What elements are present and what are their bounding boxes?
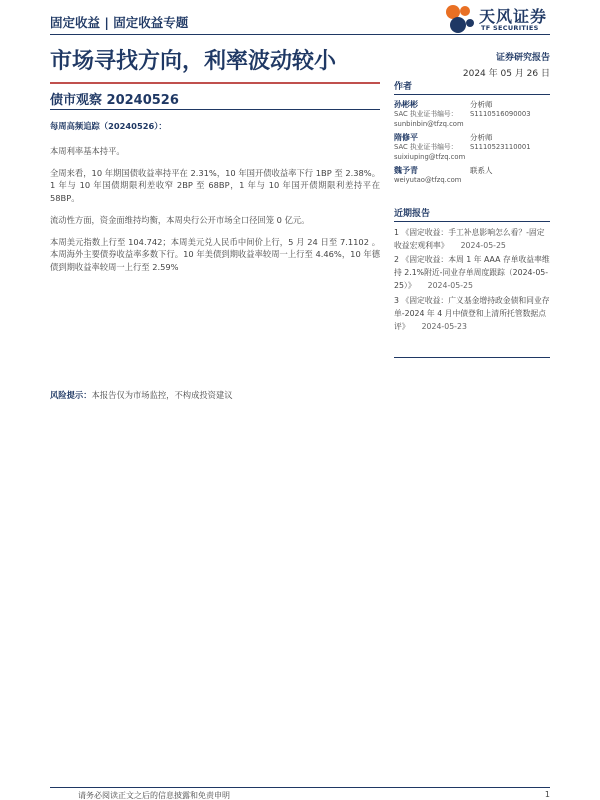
- sidebar-divider: [394, 357, 550, 358]
- analyst-email[interactable]: suixiuping@tfzq.com: [394, 152, 466, 161]
- recent-report-title: 3 《固定收益：广义基金增持政金债和同业存单-2024 年 4 月中债登和上清所托管数据点评》: [394, 295, 550, 331]
- report-subtitle: 债市观察 20240526: [50, 93, 179, 108]
- analyst-name: 魏予青: [394, 166, 418, 175]
- recent-report-title: 2 《固定收益：本周 1 年 AAA 存单收益率维持 2.1%附近-同业存单周度跟踪（2024-05-25）》: [394, 254, 550, 291]
- analyst-card: [394, 132, 550, 162]
- analyst-email[interactable]: weiyutao@tfzq.com: [394, 176, 462, 184]
- risk-text: 本报告仅为市场监控，不构成投资建议: [91, 390, 233, 400]
- risk-warning: [50, 389, 233, 401]
- recent-report-date: 2024-05-23: [421, 321, 467, 331]
- analyst-name: 隋修平: [394, 133, 418, 142]
- recent-report-item[interactable]: [394, 226, 550, 252]
- analyst-title: 联系人: [470, 166, 493, 175]
- page-number: 1: [544, 790, 550, 799]
- analyst-title: 分析师: [470, 100, 493, 109]
- header-divider: [50, 34, 550, 35]
- recent-reports: [394, 206, 550, 334]
- brand-logo: [443, 3, 553, 37]
- logo-text-cn: 天风证券: [479, 7, 548, 26]
- analyst-card: [394, 165, 550, 186]
- recent-report-date: 2024-05-25: [427, 281, 473, 291]
- sidebar: [394, 79, 550, 334]
- risk-label: 风险提示：: [50, 390, 92, 400]
- paragraph: 本周利率基本持平。: [50, 145, 125, 156]
- cert-label: SAC 执业证书编号：: [394, 110, 458, 118]
- recent-report-item[interactable]: [394, 294, 550, 334]
- cert-number: S1110516090003: [470, 110, 531, 118]
- report-type: 证券研究报告: [495, 53, 550, 63]
- authors-heading: 作者: [394, 79, 550, 95]
- analyst-email[interactable]: sunbinbin@tfzq.com: [394, 119, 464, 128]
- analyst-card: [394, 99, 550, 129]
- analyst-name: 孙彬彬: [394, 100, 418, 109]
- recent-reports-heading: 近期报告: [394, 206, 550, 222]
- report-title: 市场寻找方向，利率波动较小: [50, 49, 337, 74]
- paragraph: 全周来看，10 年期国债收益率持平在 2.31%，10 年国开债收益率下行 1BP 至 2.38%。1 年与 10 年国债期限利差收窄 2BP 至 68BP，1 年与 10 年国开债期限利差持平在 58BP。: [50, 167, 380, 203]
- recent-report-date: 2024-05-25: [460, 240, 506, 250]
- title-divider: [50, 82, 380, 84]
- subtitle-divider: [50, 109, 380, 110]
- section-title: 每周高频追踪（20240526）：: [50, 121, 167, 131]
- report-category-tag: 固定收益 | 固定收益专题: [50, 15, 189, 30]
- footer-disclaimer[interactable]: 请务必阅读正文之后的信息披露和免责申明: [78, 791, 230, 800]
- logo-mark-icon: [443, 3, 477, 37]
- recent-report-item[interactable]: [394, 253, 550, 293]
- analyst-title: 分析师: [470, 133, 493, 142]
- paragraph: 本周美元指数上行至 104.742；本周美元兑人民币中间价上行，5 月 24 日至 7.1102 。本周海外主要债券收益率多数下行。10 年美债到期收益率较周一上行至 4.46%，10 年德债到期收益率较周一上行至 2.59%: [50, 236, 380, 272]
- report-date: 2024 年 05 月 26 日: [462, 69, 550, 79]
- paragraph: 流动性方面，资金面维持均衡，本周央行公开市场全口径回笼 0 亿元。: [50, 214, 310, 225]
- cert-label: SAC 执业证书编号：: [394, 143, 458, 151]
- logo-text-en: TF SECURITIES: [481, 24, 539, 32]
- recent-report-title: 1 《固定收益：手工补息影响怎么看？-固定收益宏观利率》: [394, 227, 545, 250]
- main-content: [50, 120, 380, 283]
- cert-number: S1110523110001: [470, 143, 531, 151]
- footer-divider: [50, 787, 550, 788]
